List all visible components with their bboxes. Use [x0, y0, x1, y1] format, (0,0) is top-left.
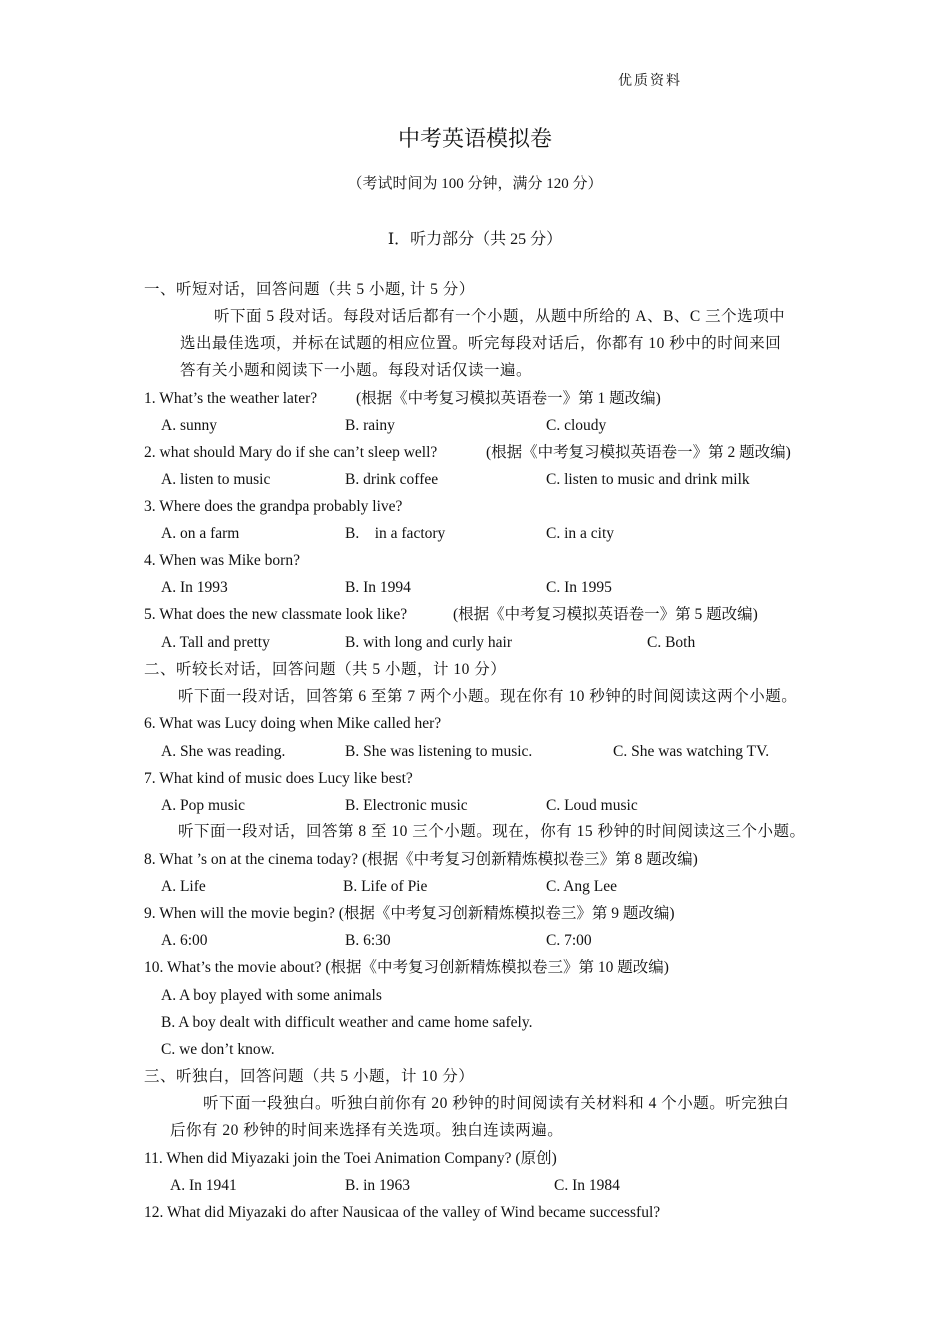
question-text: 3. Where does the grandpa probably live?	[144, 498, 403, 515]
option-c: C. Both	[647, 634, 696, 651]
option-c: C. Loud music	[546, 797, 638, 814]
option-a: A. Tall and pretty	[161, 634, 270, 651]
option-c: C. She was watching TV.	[613, 743, 770, 760]
section-instruction: 选出最佳选项，并标在试题的相应位置。听完每段对话后，你都有 10 秒中的时间来回	[180, 335, 782, 352]
option-a: A. Life	[161, 878, 206, 895]
question-text: 1. What’s the weather later?	[144, 390, 318, 407]
question-text: 6. What was Lucy doing when Mike called her?	[144, 715, 442, 732]
option-c: C. In 1995	[546, 579, 612, 596]
option-a: A. sunny	[161, 417, 217, 434]
option-a: A. A boy played with some animals	[161, 987, 382, 1004]
section-heading: 二、听较长对话，回答问题（共 5 小题，计 10 分）	[144, 661, 507, 678]
option-b: B. Electronic music	[345, 797, 468, 814]
option-a: A. In 1941	[170, 1177, 237, 1194]
option-b: B. in 1963	[345, 1177, 411, 1194]
question-source: (根据《中考复习模拟英语卷一》第 2 题改编)	[486, 444, 791, 461]
question-text: 7. What kind of music does Lucy like best?	[144, 770, 413, 787]
header-tag: 优质资料	[618, 74, 682, 89]
option-b: B. Life of Pie	[343, 878, 428, 895]
option-c: C. in a city	[546, 525, 615, 542]
option-b: B. In 1994	[345, 579, 411, 596]
option-a: A. listen to music	[161, 471, 271, 488]
option-a: A. In 1993	[161, 579, 228, 596]
exam-info: （考试时间为 100 分钟，满分 120 分）	[347, 176, 603, 192]
option-b: B. She was listening to music.	[345, 743, 533, 760]
option-b: B. in a factory	[345, 525, 446, 542]
question-text: 5. What does the new classmate look like?	[144, 606, 408, 623]
section-heading: 三、听独白，回答问题（共 5 小题，计 10 分）	[144, 1068, 475, 1085]
option-b: B. drink coffee	[345, 471, 439, 488]
option-b: B. rainy	[345, 417, 395, 434]
section-instruction: 后你有 20 秒钟的时间来选择有关选项。独白连读两遍。	[170, 1122, 564, 1139]
question-text: 9. When will the movie begin? (根据《中考复习创新精炼模拟卷三》第 9 题改编)	[144, 905, 675, 922]
option-c: C. In 1984	[554, 1177, 620, 1194]
question-text: 12. What did Miyazaki do after Nausicaa of the valley of Wind became successful?	[144, 1204, 661, 1221]
section-instruction: 听下面一段对话，回答第 8 至 10 三个小题。现在，你有 15 秒钟的时间阅读这三个小题。	[178, 823, 806, 840]
section-instruction: 答有关小题和阅读下一小题。每段对话仅读一遍。	[180, 362, 533, 379]
option-c: C. listen to music and drink milk	[546, 471, 750, 488]
option-b: B. A boy dealt with difficult weather and came home safely.	[161, 1014, 533, 1031]
option-a: A. Pop music	[161, 797, 245, 814]
section-heading: 一、听短对话，回答问题（共 5 小题, 计 5 分）	[144, 281, 475, 298]
question-text: 4. When was Mike born?	[144, 552, 300, 569]
option-c: C. cloudy	[546, 417, 607, 434]
question-text: 11. When did Miyazaki join the Toei Animation Company? (原创)	[144, 1150, 557, 1167]
page-title: 中考英语模拟卷	[397, 126, 552, 151]
question-source: (根据《中考复习模拟英语卷一》第 1 题改编)	[356, 390, 661, 407]
option-c: C. Ang Lee	[546, 878, 618, 895]
section-instruction: 听下面 5 段对话。每段对话后都有一个小题，从题中所给的 A、B、C 三个选项中	[214, 308, 786, 325]
question-text: 10. What’s the movie about? (根据《中考复习创新精炼模拟卷三》第 10 题改编)	[144, 959, 669, 976]
question-source: (根据《中考复习模拟英语卷一》第 5 题改编)	[453, 606, 758, 623]
question-text: 2. what should Mary do if she can’t sleep well?	[144, 444, 438, 461]
option-b: B. 6:30	[345, 932, 391, 949]
option-c: C. we don’t know.	[161, 1041, 275, 1058]
option-a: A. on a farm	[161, 525, 240, 542]
part-title: Ⅰ．听力部分（共 25 分）	[387, 231, 563, 248]
option-a: A. She was reading.	[161, 743, 286, 760]
section-instruction: 听下面一段独白。听独白前你有 20 秒钟的时间阅读有关材料和 4 个小题。听完独白	[203, 1095, 790, 1112]
option-c: C. 7:00	[546, 932, 592, 949]
option-b: B. with long and curly hair	[345, 634, 513, 651]
section-instruction: 听下面一段对话，回答第 6 至第 7 两个小题。现在你有 10 秒钟的时间阅读这两个小题。	[178, 688, 798, 705]
option-a: A. 6:00	[161, 932, 208, 949]
question-text: 8. What ’s on at the cinema today? (根据《中考复习创新精炼模拟卷三》第 8 题改编)	[144, 851, 698, 868]
